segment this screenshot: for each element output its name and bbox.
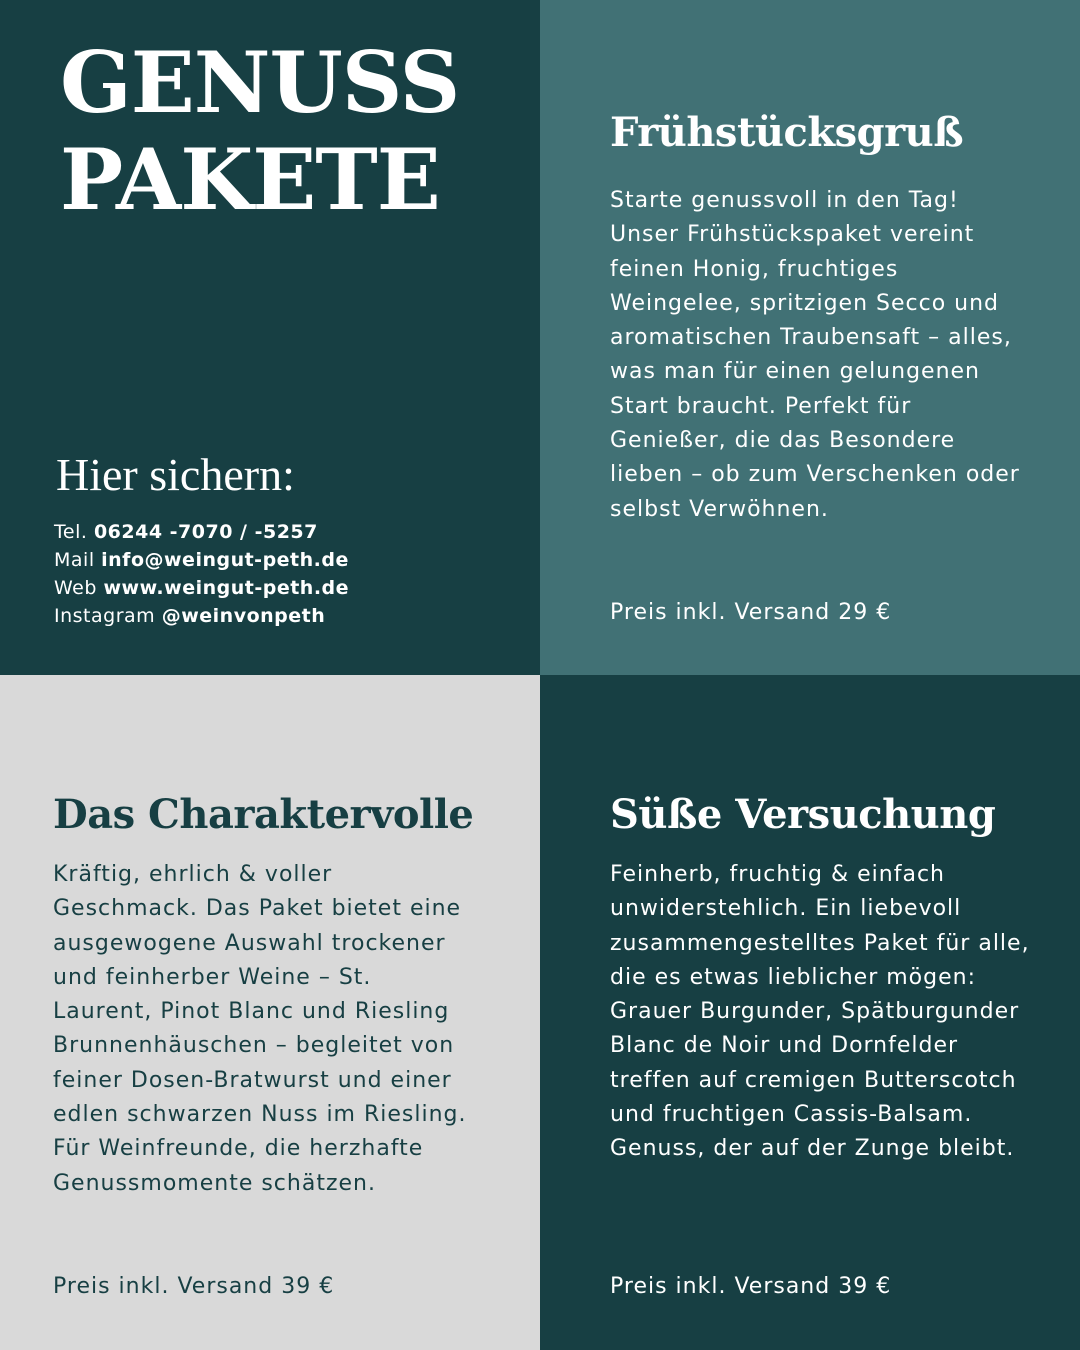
package-title: Süße Versuchung xyxy=(610,791,996,838)
package-description: Starte genussvoll in den Tag! Unser Frühstückspaket vereint feinen Honig, fruchtiges Weingelee, spritzigen Secco und aromatischen Traubensaft – alles, was man für einen gelungenen Start braucht. Perfekt für Genießer, die das Besondere lieben – ob zum Verschenken oder selbst Verwöhnen. xyxy=(610,188,1020,522)
package-price: Preis inkl. Versand 39 € xyxy=(53,1274,335,1299)
package-card-suesse-versuchung xyxy=(540,675,1080,1350)
page-title-line-1: GENUSS xyxy=(60,33,460,132)
contact-instagram-label: Instagram xyxy=(54,605,156,627)
contact-web xyxy=(54,574,349,602)
contact-web-label: Web xyxy=(54,577,97,599)
contact-instagram-value[interactable]: @weinvonpeth xyxy=(161,605,326,627)
package-price: Preis inkl. Versand 39 € xyxy=(610,1274,892,1299)
contact-phone xyxy=(54,518,349,546)
contact-mail-label: Mail xyxy=(54,549,95,571)
contact-web-value[interactable]: www.weingut-peth.de xyxy=(103,577,350,599)
contact-mail-value[interactable]: info@weingut-peth.de xyxy=(101,549,349,571)
package-price: Preis inkl. Versand 29 € xyxy=(610,600,892,625)
package-description: Feinherb, fruchtig & einfach unwiderstehlich. Ein liebevoll zusammengestelltes Paket für alle, die es etwas lieblicher mögen: Grauer Burgunder, Spätburgunder Blanc de Noir und Dornfelder treffen auf cremigen Butterscotch und fruchtigen Cassis-Balsam. Genuss, der auf der Zunge bleibt. xyxy=(610,862,1030,1162)
contact-list xyxy=(54,518,349,630)
page-title-line-2: PAKETE xyxy=(60,130,440,229)
package-title: Das Charaktervolle xyxy=(53,791,474,838)
contact-phone-value[interactable]: 06244 -7070 / -5257 xyxy=(93,521,318,543)
page-title xyxy=(60,34,459,228)
package-description: Kräftig, ehrlich & voller Geschmack. Das Paket bietet eine ausgewogene Auswahl trockener und feinherber Weine – St. Laurent, Pinot Blanc und Riesling Brunnenhäuschen – begleitet von feiner Dosen-Bratwurst und einer edlen schwarzen Nuss im Riesling. Für Weinfreunde, die herzhafte Genussmomente schätzen. xyxy=(53,862,467,1196)
package-card-charaktervolle xyxy=(0,675,540,1350)
contact-mail xyxy=(54,546,349,574)
contact-phone-label: Tel. xyxy=(54,521,88,543)
intro-panel xyxy=(0,0,540,675)
contact-heading: Hier sichern: xyxy=(56,449,295,500)
package-title: Frühstücksgruß xyxy=(610,109,964,156)
contact-instagram xyxy=(54,602,349,630)
package-card-fruehstuecksgruss xyxy=(540,0,1080,675)
